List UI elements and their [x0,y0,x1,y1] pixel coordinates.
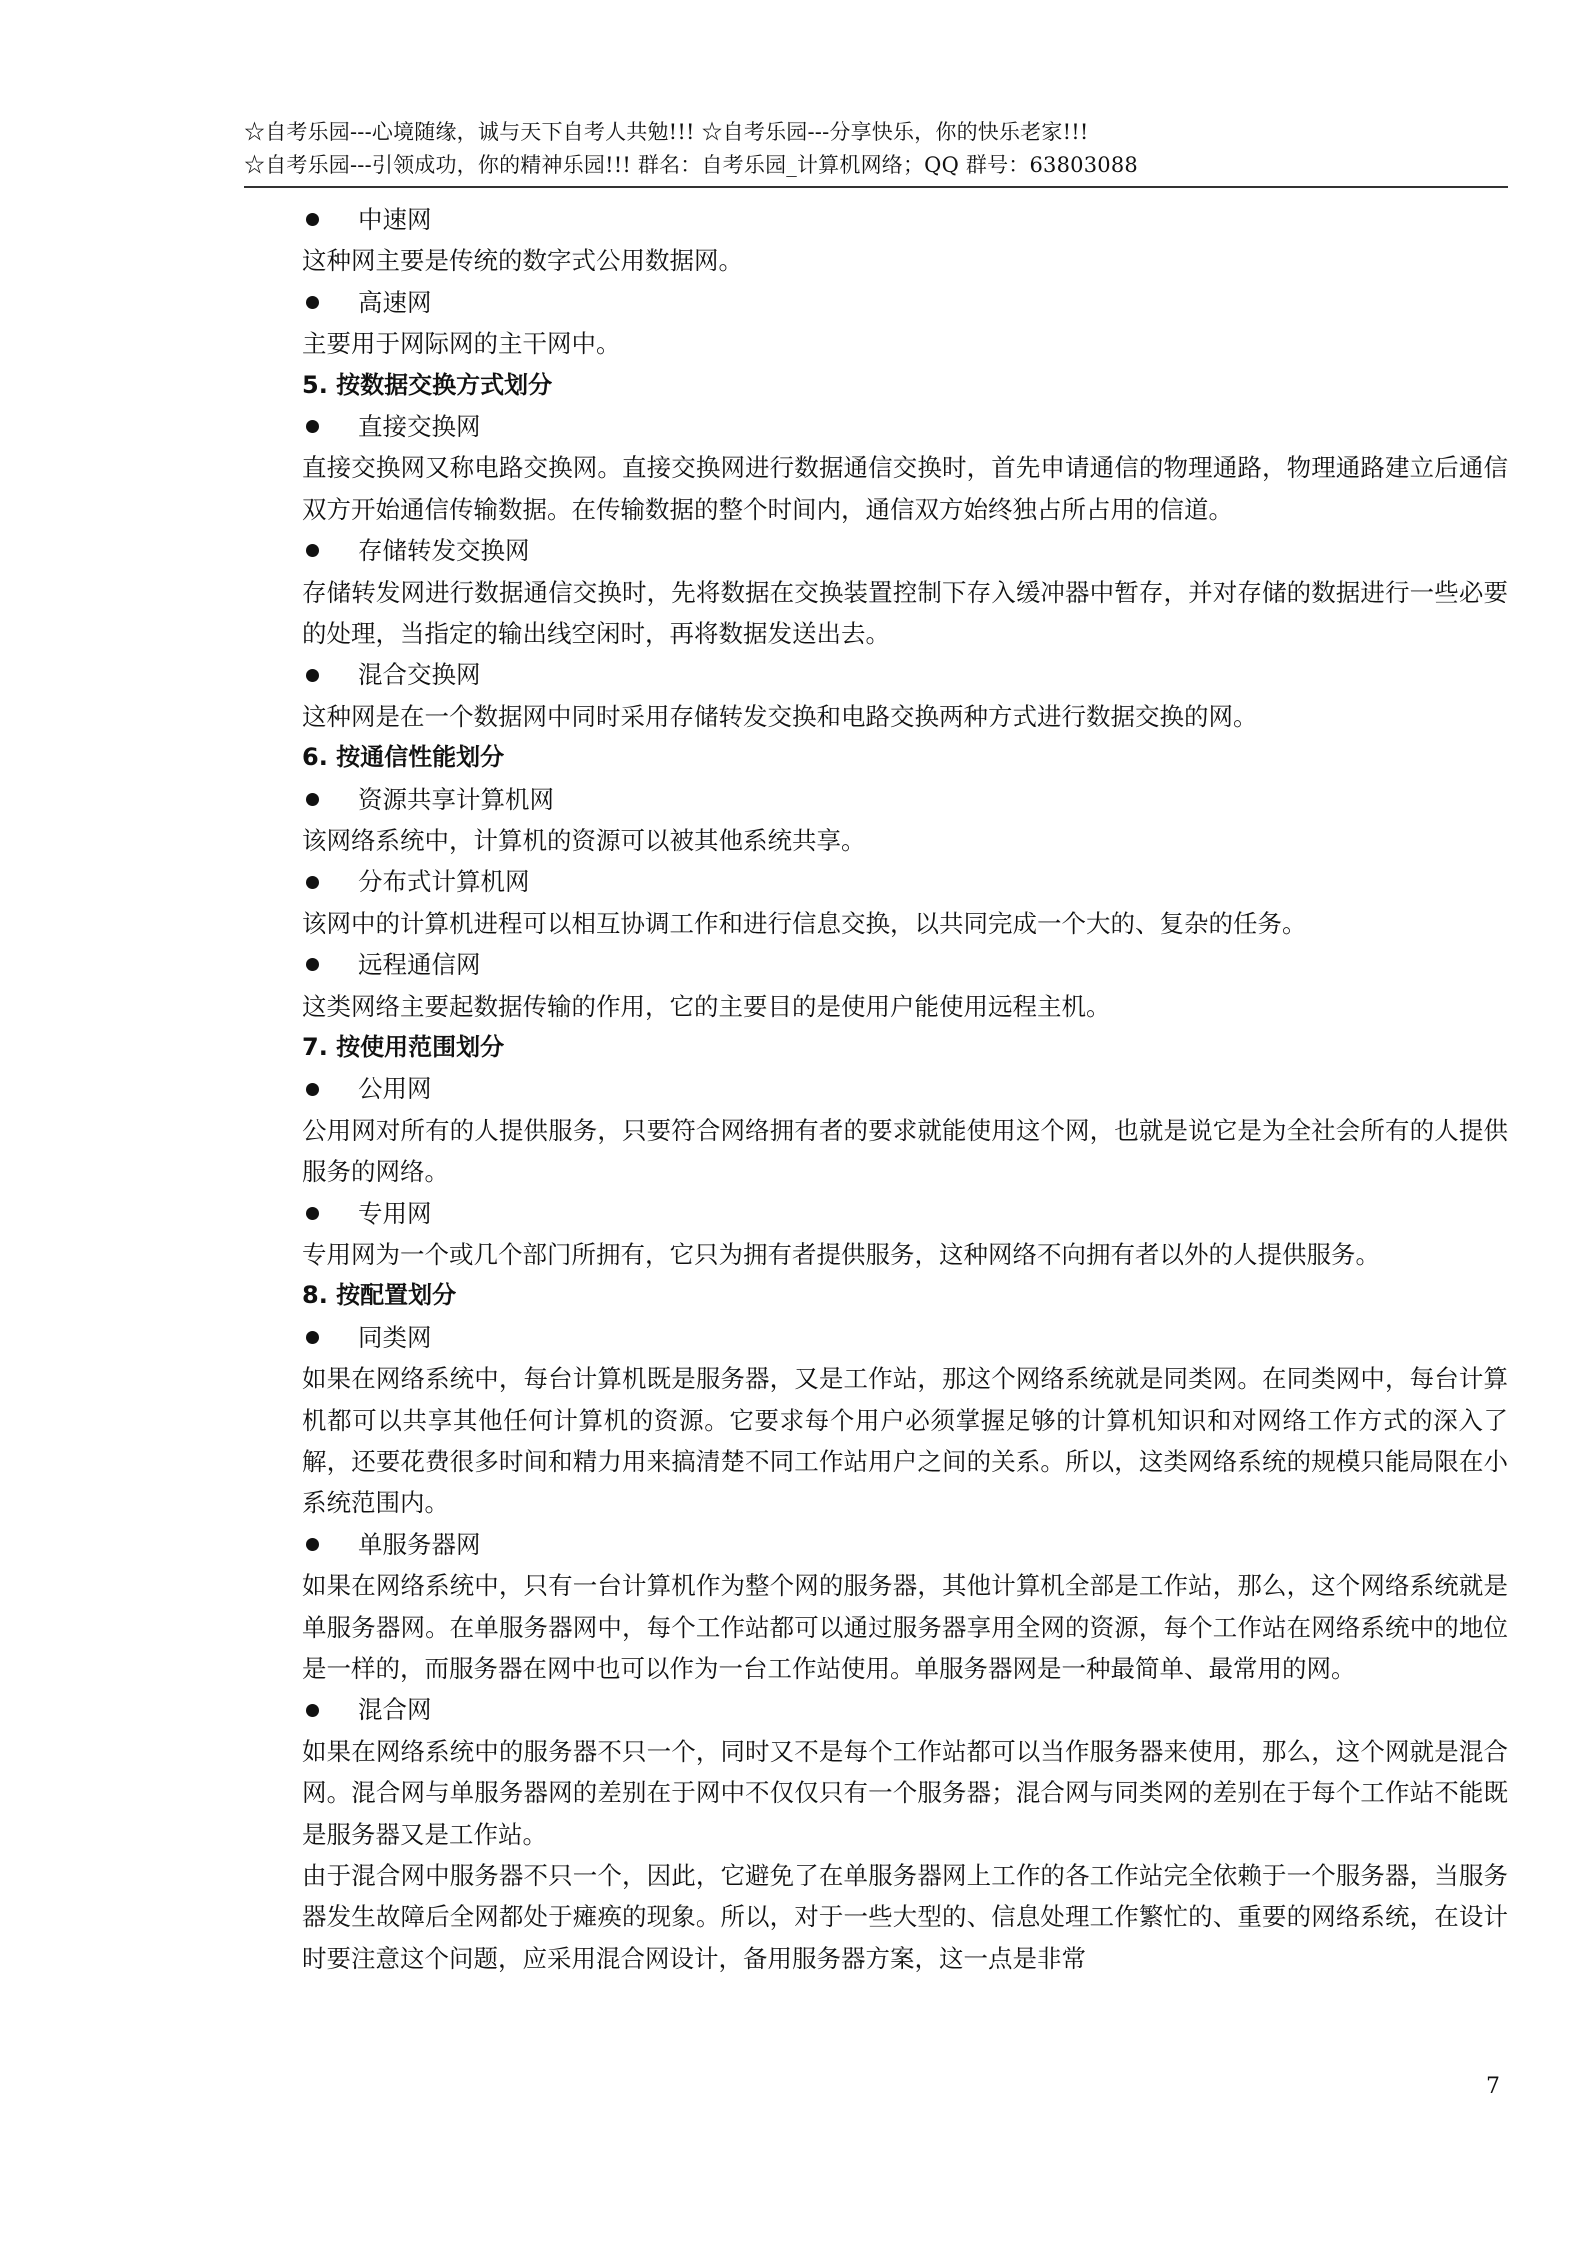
bullet-item [302,1317,1508,1358]
bullet-label: 资源共享计算机网 [358,784,554,814]
paragraph: 这种网主要是传统的数字式公用数据网。 [302,246,743,276]
bullet-dot-icon [306,876,319,889]
bullet-dot-icon [306,1704,319,1717]
paragraph: 直接交换网又称电路交换网。直接交换网进行数据通信交换时，首先申请通信的物理通路，物理通路建立后通信双方开始通信传输数据。在传输数据的整个时间内，通信双方始终独占所占用的信道。 [302,453,1508,524]
bullet-label: 高速网 [358,287,432,317]
bullet-dot-icon [306,420,319,433]
bullet-label: 混合交换网 [358,660,481,690]
bullet-label: 中速网 [358,205,432,234]
bullet-label: 远程通信网 [358,950,481,980]
bullet-dot-icon [306,213,319,226]
section-heading: 5. 按数据交换方式划分 [302,370,553,399]
page-number: 7 [1486,2074,1500,2099]
bullet-item [302,406,1508,447]
paragraph: 这种网是在一个数据网中同时采用存储转发交换和电路交换两种方式进行数据交换的网。 [302,701,1258,731]
bullet-dot-icon [306,296,319,309]
bullet-dot-icon [306,544,319,557]
bullet-label: 单服务器网 [358,1529,481,1559]
section-heading: 6. 按通信性能划分 [302,743,505,772]
bullet-dot-icon [306,669,319,682]
header-divider [244,186,1508,188]
bullet-item [302,1689,1508,1730]
paragraph: 如果在网络系统中的服务器不只一个，同时又不是每个工作站都可以当作服务器来使用，那么，这个网就是混合网。混合网与单服务器网的差别在于网中不仅仅只有一个服务器；混合网与同类网的差别在于每个工作站不能既是服务器又是工作站。 [302,1736,1508,1849]
bullet-dot-icon [306,1538,319,1551]
bullet-label: 专用网 [358,1198,432,1228]
bullet-label: 同类网 [358,1322,432,1352]
paragraph: 该网中的计算机进程可以相互协调工作和进行信息交换，以共同完成一个大的、复杂的任务。 [302,908,1307,938]
bullet-dot-icon [306,1207,319,1220]
bullet-item [302,530,1508,571]
bullet-item [302,1524,1508,1565]
page-header [244,116,1508,182]
paragraph: 如果在网络系统中，每台计算机既是服务器，又是工作站，那这个网络系统就是同类网。在同类网中，每台计算机都可以共享其他任何计算机的资源。它要求每个用户必须掌握足够的计算机知识和对网络工作方式的深入了解，还要花费很多时间和精力用来搞清楚不同工作站用户之间的关系。所以，这类网络系统的规模只能局限在小系统范围内。 [302,1364,1508,1518]
bullet-item [302,1068,1508,1109]
bullet-dot-icon [306,958,319,971]
bullet-item [302,1193,1508,1234]
header-line-2: ☆自考乐园---引领成功，你的精神乐园!!! 群名：自考乐园_计算机网络；QQ 群号：63803088 [244,153,1138,177]
section-heading: 8. 按配置划分 [302,1281,457,1310]
bullet-dot-icon [306,1083,319,1096]
paragraph: 专用网为一个或几个部门所拥有，它只为拥有者提供服务，这种网络不向拥有者以外的人提供服务。 [302,1239,1380,1269]
paragraph: 存储转发网进行数据通信交换时，先将数据在交换装置控制下存入缓冲器中暂存，并对存储的数据进行一些必要的处理，当指定的输出线空闲时，再将数据发送出去。 [302,577,1508,648]
bullet-label: 存储转发交换网 [358,536,530,566]
bullet-item [302,861,1508,902]
paragraph: 如果在网络系统中，只有一台计算机作为整个网的服务器，其他计算机全部是工作站，那么，这个网络系统就是单服务器网。在单服务器网中，每个工作站都可以通过服务器享用全网的资源，每个工作站在网络系统中的地位是一样的，而服务器在网中也可以作为一台工作站使用。单服务器网是一种最简单、最常用的网。 [302,1571,1508,1683]
paragraph: 该网络系统中，计算机的资源可以被其他系统共享。 [302,825,866,855]
bullet-dot-icon [306,793,319,806]
bullet-item [302,779,1508,820]
paragraph: 主要用于网际网的主干网中。 [302,329,621,359]
header-line-1: ☆自考乐园---心境随缘，诚与天下自考人共勉!!! ☆自考乐园---分享快乐，你的快乐老家!!! [244,120,1089,144]
bullet-dot-icon [306,1331,319,1344]
paragraph: 由于混合网中服务器不只一个，因此，它避免了在单服务器网上工作的各工作站完全依赖于一个服务器，当服务器发生故障后全网都处于瘫痪的现象。所以，对于一些大型的、信息处理工作繁忙的、重要的网络系统，在设计时要注意这个问题，应采用混合网设计，备用服务器方案，这一点是非常 [302,1860,1508,1973]
paragraph: 公用网对所有的人提供服务，只要符合网络拥有者的要求就能使用这个网，也就是说它是为全社会所有的人提供服务的网络。 [302,1115,1508,1187]
section-heading: 7. 按使用范围划分 [302,1032,505,1061]
paragraph: 这类网络主要起数据传输的作用，它的主要目的是使用户能使用远程主机。 [302,991,1111,1021]
bullet-label: 分布式计算机网 [358,867,530,897]
document-body [302,199,1508,1979]
bullet-label: 公用网 [358,1074,432,1104]
bullet-item [302,282,1508,323]
bullet-label: 直接交换网 [358,411,481,441]
bullet-label: 混合网 [358,1695,432,1725]
bullet-item [302,944,1508,985]
bullet-item [302,199,1508,240]
bullet-item [302,654,1508,695]
